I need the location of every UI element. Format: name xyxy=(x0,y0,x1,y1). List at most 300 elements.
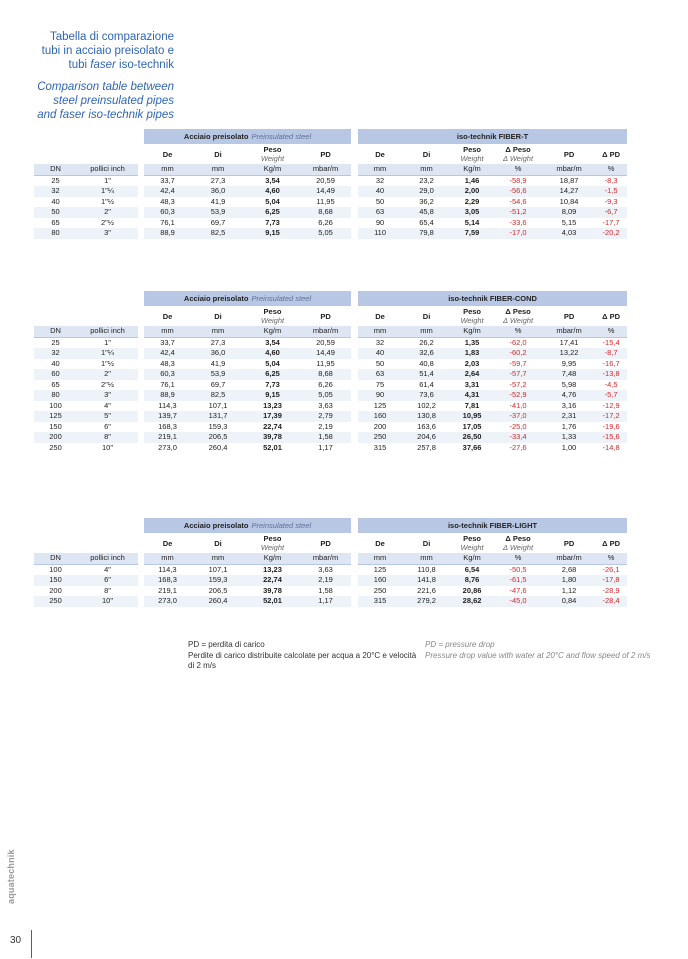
cell-fiber-de: 125 xyxy=(358,401,402,412)
cell-inch: 8" xyxy=(77,586,138,597)
cell-steel-weight: 4,60 xyxy=(245,186,300,197)
cell-delta-pd: -1,5 xyxy=(595,186,627,197)
col-header-delta-peso-label: Δ Peso xyxy=(505,307,531,316)
cell-steel-pd: 6,26 xyxy=(300,380,351,391)
cell-steel-pd: 3,63 xyxy=(300,564,351,576)
column-gap xyxy=(351,518,358,533)
table-row xyxy=(34,422,627,433)
fiber-group-header: iso-technik FIBER-T xyxy=(358,129,627,144)
cell-steel-di: 82,5 xyxy=(191,228,245,239)
cell-steel-pd: 8,68 xyxy=(300,207,351,218)
cell-steel-di: 206,5 xyxy=(191,432,245,443)
unit-label: mbar/m xyxy=(300,164,351,175)
cell-steel-pd: 1,58 xyxy=(300,432,351,443)
cell-delta-pd: -5,7 xyxy=(595,390,627,401)
cell-delta-pd: -14,8 xyxy=(595,443,627,454)
cell-fiber-di: 79,8 xyxy=(402,228,451,239)
cell-fiber-weight: 2,03 xyxy=(451,359,493,370)
cell-steel-pd: 11,95 xyxy=(300,359,351,370)
unit-label: mm xyxy=(144,553,191,564)
col-header-peso-label: Peso xyxy=(263,145,282,154)
table-row xyxy=(34,175,627,187)
cell-steel-di: 69,7 xyxy=(191,380,245,391)
unit-label: % xyxy=(493,326,543,337)
cell-fiber-weight: 2,29 xyxy=(451,197,493,208)
cell-steel-pd: 1,17 xyxy=(300,596,351,607)
col-header-pd: PD xyxy=(300,306,351,326)
cell-steel-de: 139,7 xyxy=(144,411,191,422)
cell-delta-pd: -28,9 xyxy=(595,586,627,597)
cell-fiber-weight: 3,05 xyxy=(451,207,493,218)
cell-steel-pd: 2,19 xyxy=(300,422,351,433)
cell-fiber-di: 51,4 xyxy=(402,369,451,380)
col-header-di: Di xyxy=(402,533,451,553)
col-header-delta-weight-label: Δ Weight xyxy=(503,154,534,163)
cell-fiber-di: 36,2 xyxy=(402,197,451,208)
cell-inch: 6" xyxy=(77,422,138,433)
cell-steel-pd: 20,59 xyxy=(300,175,351,187)
cell-delta-weight: -51,2 xyxy=(493,207,543,218)
column-gap xyxy=(351,197,358,208)
col-header-delta-peso xyxy=(493,533,543,553)
cell-fiber-di: 45,8 xyxy=(402,207,451,218)
cell-delta-weight: -57,2 xyxy=(493,380,543,391)
cell-delta-weight: -54,6 xyxy=(493,197,543,208)
cell-fiber-de: 250 xyxy=(358,432,402,443)
cell-steel-weight: 52,01 xyxy=(245,443,300,454)
cell-steel-de: 42,4 xyxy=(144,186,191,197)
cell-fiber-pd: 2,31 xyxy=(543,411,595,422)
cell-delta-weight: -56,6 xyxy=(493,186,543,197)
column-gap xyxy=(351,144,358,164)
cell-steel-pd: 3,63 xyxy=(300,401,351,412)
cell-fiber-pd: 4,03 xyxy=(543,228,595,239)
cell-fiber-de: 50 xyxy=(358,359,402,370)
col-header-delta-pd: Δ PD xyxy=(595,533,627,553)
col-header-delta-weight-label: Δ Weight xyxy=(503,543,534,552)
cell-dn: 80 xyxy=(34,228,77,239)
cell-fiber-pd: 8,09 xyxy=(543,207,595,218)
cell-dn: 25 xyxy=(34,337,77,349)
column-gap xyxy=(351,533,358,553)
cell-fiber-pd: 1,00 xyxy=(543,443,595,454)
unit-label: mm xyxy=(402,326,451,337)
column-gap xyxy=(351,380,358,391)
cell-steel-di: 69,7 xyxy=(191,218,245,229)
cell-fiber-de: 315 xyxy=(358,443,402,454)
cell-fiber-pd: 5,98 xyxy=(543,380,595,391)
col-header-peso-label: Peso xyxy=(263,534,282,543)
cell-fiber-de: 90 xyxy=(358,218,402,229)
note-it-detail: Perdite di carico distribuite calcolate per acqua a 20°C e velocità di 2 m/s xyxy=(188,650,417,670)
cell-delta-pd: -9,3 xyxy=(595,197,627,208)
cell-inch: 1"½ xyxy=(77,197,138,208)
col-header-de: De xyxy=(358,306,402,326)
fiber-group-header: iso-technik FIBER-COND xyxy=(358,291,627,306)
cell-fiber-de: 250 xyxy=(358,586,402,597)
cell-fiber-di: 257,8 xyxy=(402,443,451,454)
fiber-group-header: iso-technik FIBER-LIGHT xyxy=(358,518,627,533)
unit-label: mm xyxy=(191,164,245,175)
cell-fiber-pd: 17,41 xyxy=(543,337,595,349)
cell-dn: 60 xyxy=(34,369,77,380)
table-row xyxy=(34,596,627,607)
cell-dn: 250 xyxy=(34,443,77,454)
col-header-weight-label: Weight xyxy=(260,316,285,325)
cell-fiber-weight: 17,05 xyxy=(451,422,493,433)
title-it-line-2: tubi in acciaio preisolato e xyxy=(41,45,174,57)
unit-label: Kg/m xyxy=(451,326,493,337)
cell-steel-de: 48,3 xyxy=(144,197,191,208)
cell-delta-weight: -52,9 xyxy=(493,390,543,401)
cell-steel-weight: 3,54 xyxy=(245,175,300,187)
col-header-peso xyxy=(245,533,300,553)
cell-steel-weight: 13,23 xyxy=(245,401,300,412)
cell-fiber-weight: 7,81 xyxy=(451,401,493,412)
cell-fiber-di: 29,0 xyxy=(402,186,451,197)
cell-steel-di: 159,3 xyxy=(191,575,245,586)
unit-label: mm xyxy=(191,553,245,564)
unit-label: mm xyxy=(402,553,451,564)
cell-steel-di: 107,1 xyxy=(191,564,245,576)
cell-fiber-pd: 1,80 xyxy=(543,575,595,586)
table-row xyxy=(34,586,627,597)
column-gap xyxy=(351,411,358,422)
col-header-weight-label: Weight xyxy=(460,154,484,163)
cell-steel-de: 60,3 xyxy=(144,207,191,218)
blank-cell xyxy=(34,306,138,326)
table-row xyxy=(34,380,627,391)
cell-fiber-de: 32 xyxy=(358,337,402,349)
cell-steel-de: 273,0 xyxy=(144,443,191,454)
column-gap xyxy=(351,369,358,380)
cell-fiber-di: 23,2 xyxy=(402,175,451,187)
title-english xyxy=(0,80,174,122)
column-gap xyxy=(351,129,358,144)
blank-cell xyxy=(34,291,138,306)
unit-label: mbar/m xyxy=(543,326,595,337)
unit-label: mbar/m xyxy=(300,553,351,564)
col-header-weight-label: Weight xyxy=(460,543,484,552)
side-brand: aquatechnik xyxy=(6,849,16,904)
cell-steel-weight: 9,15 xyxy=(245,228,300,239)
notes-italian xyxy=(188,640,420,672)
table-row xyxy=(34,411,627,422)
cell-fiber-weight: 7,59 xyxy=(451,228,493,239)
col-header-di: Di xyxy=(191,306,245,326)
unit-label: % xyxy=(493,164,543,175)
cell-delta-pd: -6,7 xyxy=(595,207,627,218)
cell-delta-weight: -27,6 xyxy=(493,443,543,454)
steel-group-label: Acciaio preisolato xyxy=(183,294,249,303)
col-header-di: Di xyxy=(191,144,245,164)
cell-fiber-weight: 8,76 xyxy=(451,575,493,586)
blank-cell xyxy=(34,144,138,164)
note-it-pd: PD = perdita di carico xyxy=(188,640,265,649)
cell-delta-pd: -17,8 xyxy=(595,575,627,586)
table-row xyxy=(34,432,627,443)
cell-fiber-weight: 1,35 xyxy=(451,337,493,349)
note-en-pd: PD = pressure drop xyxy=(425,640,495,649)
cell-fiber-pd: 18,87 xyxy=(543,175,595,187)
cell-delta-weight: -45,0 xyxy=(493,596,543,607)
column-gap xyxy=(351,575,358,586)
col-header-peso xyxy=(451,306,493,326)
cell-fiber-de: 315 xyxy=(358,596,402,607)
cell-delta-pd: -4,5 xyxy=(595,380,627,391)
col-header-peso-label: Peso xyxy=(463,145,482,154)
cell-steel-di: 27,3 xyxy=(191,337,245,349)
column-gap xyxy=(351,228,358,239)
col-header-peso xyxy=(245,144,300,164)
cell-fiber-di: 65,4 xyxy=(402,218,451,229)
cell-delta-pd: -17,7 xyxy=(595,218,627,229)
column-gap xyxy=(351,359,358,370)
cell-fiber-pd: 13,22 xyxy=(543,348,595,359)
cell-steel-de: 33,7 xyxy=(144,175,191,187)
column-gap xyxy=(351,422,358,433)
cell-steel-pd: 5,05 xyxy=(300,228,351,239)
cell-dn: 100 xyxy=(34,564,77,576)
cell-delta-pd: -15,4 xyxy=(595,337,627,349)
column-gap xyxy=(351,390,358,401)
cell-fiber-de: 63 xyxy=(358,369,402,380)
col-header-delta-pd: Δ PD xyxy=(595,306,627,326)
cell-inch: 8" xyxy=(77,432,138,443)
cell-steel-weight: 7,73 xyxy=(245,380,300,391)
column-gap xyxy=(351,291,358,306)
cell-inch: 1"½ xyxy=(77,359,138,370)
table-row xyxy=(34,186,627,197)
table-row xyxy=(34,337,627,349)
cell-fiber-di: 40,8 xyxy=(402,359,451,370)
cell-steel-de: 88,9 xyxy=(144,228,191,239)
cell-dn: 100 xyxy=(34,401,77,412)
col-header-inch: pollici inch xyxy=(77,326,138,337)
cell-dn: 200 xyxy=(34,586,77,597)
column-gap xyxy=(351,337,358,349)
table-row xyxy=(34,369,627,380)
cell-steel-di: 82,5 xyxy=(191,390,245,401)
cell-fiber-pd: 14,27 xyxy=(543,186,595,197)
cell-steel-de: 219,1 xyxy=(144,432,191,443)
cell-fiber-weight: 37,66 xyxy=(451,443,493,454)
cell-steel-pd: 2,19 xyxy=(300,575,351,586)
col-header-di: Di xyxy=(191,533,245,553)
cell-dn: 65 xyxy=(34,218,77,229)
col-header-di: Di xyxy=(402,306,451,326)
cell-fiber-di: 221,6 xyxy=(402,586,451,597)
col-header-weight-label: Weight xyxy=(460,316,484,325)
cell-fiber-de: 110 xyxy=(358,228,402,239)
cell-inch: 1" xyxy=(77,175,138,187)
cell-fiber-de: 50 xyxy=(358,197,402,208)
col-header-pd: PD xyxy=(543,533,595,553)
cell-delta-pd: -16,7 xyxy=(595,359,627,370)
cell-delta-weight: -62,0 xyxy=(493,337,543,349)
cell-fiber-pd: 7,48 xyxy=(543,369,595,380)
cell-fiber-pd: 10,84 xyxy=(543,197,595,208)
cell-fiber-weight: 4,31 xyxy=(451,390,493,401)
cell-steel-di: 53,9 xyxy=(191,207,245,218)
cell-delta-weight: -57,7 xyxy=(493,369,543,380)
cell-fiber-weight: 2,64 xyxy=(451,369,493,380)
cell-steel-di: 131,7 xyxy=(191,411,245,422)
steel-group-sub: Preinsulated steel xyxy=(251,294,312,303)
page-number-bar xyxy=(31,930,32,958)
col-header-peso-label: Peso xyxy=(463,534,482,543)
cell-fiber-weight: 6,54 xyxy=(451,564,493,576)
cell-fiber-di: 102,2 xyxy=(402,401,451,412)
title-en-line-2: steel preinsulated pipes xyxy=(53,95,174,107)
table-row xyxy=(34,197,627,208)
blank-cell xyxy=(34,129,138,144)
cell-dn: 50 xyxy=(34,207,77,218)
blank-cell xyxy=(34,518,138,533)
cell-delta-pd: -26,1 xyxy=(595,564,627,576)
column-gap xyxy=(351,401,358,412)
cell-dn: 200 xyxy=(34,432,77,443)
cell-fiber-pd: 4,76 xyxy=(543,390,595,401)
table-row xyxy=(34,207,627,218)
cell-steel-weight: 3,54 xyxy=(245,337,300,349)
cell-steel-di: 159,3 xyxy=(191,422,245,433)
column-gap xyxy=(351,326,358,337)
cell-steel-pd: 11,95 xyxy=(300,197,351,208)
cell-delta-weight: -61,5 xyxy=(493,575,543,586)
cell-steel-de: 273,0 xyxy=(144,596,191,607)
cell-steel-weight: 52,01 xyxy=(245,596,300,607)
cell-fiber-pd: 1,76 xyxy=(543,422,595,433)
cell-steel-de: 76,1 xyxy=(144,380,191,391)
cell-steel-weight: 5,04 xyxy=(245,197,300,208)
cell-steel-pd: 5,05 xyxy=(300,390,351,401)
col-header-pd: PD xyxy=(543,144,595,164)
table-row xyxy=(34,564,627,576)
column-gap xyxy=(351,175,358,187)
cell-delta-pd: -12,9 xyxy=(595,401,627,412)
title-it-line-1: Tabella di comparazione xyxy=(49,31,174,43)
col-header-de: De xyxy=(144,144,191,164)
cell-steel-pd: 20,59 xyxy=(300,337,351,349)
cell-inch: 6" xyxy=(77,575,138,586)
table-row xyxy=(34,228,627,239)
cell-delta-weight: -58,9 xyxy=(493,175,543,187)
cell-steel-pd: 2,79 xyxy=(300,411,351,422)
title-italian xyxy=(4,30,174,72)
cell-steel-weight: 6,25 xyxy=(245,369,300,380)
cell-fiber-de: 200 xyxy=(358,422,402,433)
cell-inch: 1"¼ xyxy=(77,186,138,197)
cell-delta-weight: -41,0 xyxy=(493,401,543,412)
cell-steel-pd: 1,58 xyxy=(300,586,351,597)
cell-steel-weight: 39,78 xyxy=(245,432,300,443)
col-header-weight-label: Weight xyxy=(260,154,285,163)
cell-inch: 5" xyxy=(77,411,138,422)
cell-steel-di: 41,9 xyxy=(191,359,245,370)
unit-label: % xyxy=(595,326,627,337)
col-header-pd: PD xyxy=(300,533,351,553)
cell-steel-weight: 9,15 xyxy=(245,390,300,401)
col-header-delta-peso-label: Δ Peso xyxy=(505,534,531,543)
col-header-delta-peso xyxy=(493,306,543,326)
steel-group-header xyxy=(144,129,351,144)
cell-fiber-pd: 1,12 xyxy=(543,586,595,597)
cell-steel-de: 48,3 xyxy=(144,359,191,370)
cell-delta-weight: -25,0 xyxy=(493,422,543,433)
cell-steel-de: 76,1 xyxy=(144,218,191,229)
cell-fiber-de: 63 xyxy=(358,207,402,218)
cell-dn: 32 xyxy=(34,348,77,359)
cell-fiber-di: 32,6 xyxy=(402,348,451,359)
cell-delta-weight: -17,0 xyxy=(493,228,543,239)
cell-steel-weight: 17,39 xyxy=(245,411,300,422)
cell-delta-weight: -33,6 xyxy=(493,218,543,229)
unit-label: mm xyxy=(358,553,402,564)
cell-inch: 4" xyxy=(77,401,138,412)
cell-steel-di: 206,5 xyxy=(191,586,245,597)
cell-delta-weight: -33,4 xyxy=(493,432,543,443)
cell-steel-de: 88,9 xyxy=(144,390,191,401)
cell-steel-weight: 7,73 xyxy=(245,218,300,229)
table-row xyxy=(34,359,627,370)
column-gap xyxy=(351,596,358,607)
col-header-inch: pollici inch xyxy=(77,553,138,564)
cell-delta-pd: -19,6 xyxy=(595,422,627,433)
cell-fiber-de: 40 xyxy=(358,186,402,197)
cell-steel-pd: 8,68 xyxy=(300,369,351,380)
cell-steel-de: 33,7 xyxy=(144,337,191,349)
cell-steel-weight: 4,60 xyxy=(245,348,300,359)
cell-fiber-di: 73,6 xyxy=(402,390,451,401)
col-header-weight-label: Weight xyxy=(260,543,285,552)
col-header-de: De xyxy=(358,144,402,164)
cell-steel-di: 41,9 xyxy=(191,197,245,208)
steel-group-label: Acciaio preisolato xyxy=(183,521,249,530)
cell-steel-weight: 5,04 xyxy=(245,359,300,370)
column-gap xyxy=(351,164,358,175)
cell-fiber-weight: 20,86 xyxy=(451,586,493,597)
cell-inch: 1"¼ xyxy=(77,348,138,359)
comparison-table-1 xyxy=(34,129,627,239)
col-header-delta-peso xyxy=(493,144,543,164)
cell-steel-de: 168,3 xyxy=(144,575,191,586)
cell-fiber-de: 160 xyxy=(358,411,402,422)
cell-steel-weight: 13,23 xyxy=(245,564,300,576)
cell-steel-weight: 22,74 xyxy=(245,422,300,433)
col-header-dn: DN xyxy=(34,164,77,175)
cell-fiber-de: 125 xyxy=(358,564,402,576)
cell-fiber-weight: 5,14 xyxy=(451,218,493,229)
cell-delta-pd: -8,3 xyxy=(595,175,627,187)
cell-inch: 2"½ xyxy=(77,218,138,229)
cell-delta-pd: -8,7 xyxy=(595,348,627,359)
column-gap xyxy=(351,432,358,443)
cell-inch: 10" xyxy=(77,443,138,454)
column-gap xyxy=(351,553,358,564)
col-header-pd: PD xyxy=(300,144,351,164)
cell-fiber-weight: 10,95 xyxy=(451,411,493,422)
cell-steel-de: 219,1 xyxy=(144,586,191,597)
cell-delta-weight: -47,6 xyxy=(493,586,543,597)
cell-steel-de: 168,3 xyxy=(144,422,191,433)
cell-steel-di: 27,3 xyxy=(191,175,245,187)
cell-steel-weight: 6,25 xyxy=(245,207,300,218)
cell-inch: 1" xyxy=(77,337,138,349)
col-header-peso-label: Peso xyxy=(263,307,282,316)
table-row xyxy=(34,348,627,359)
page-number: 30 xyxy=(10,935,22,946)
